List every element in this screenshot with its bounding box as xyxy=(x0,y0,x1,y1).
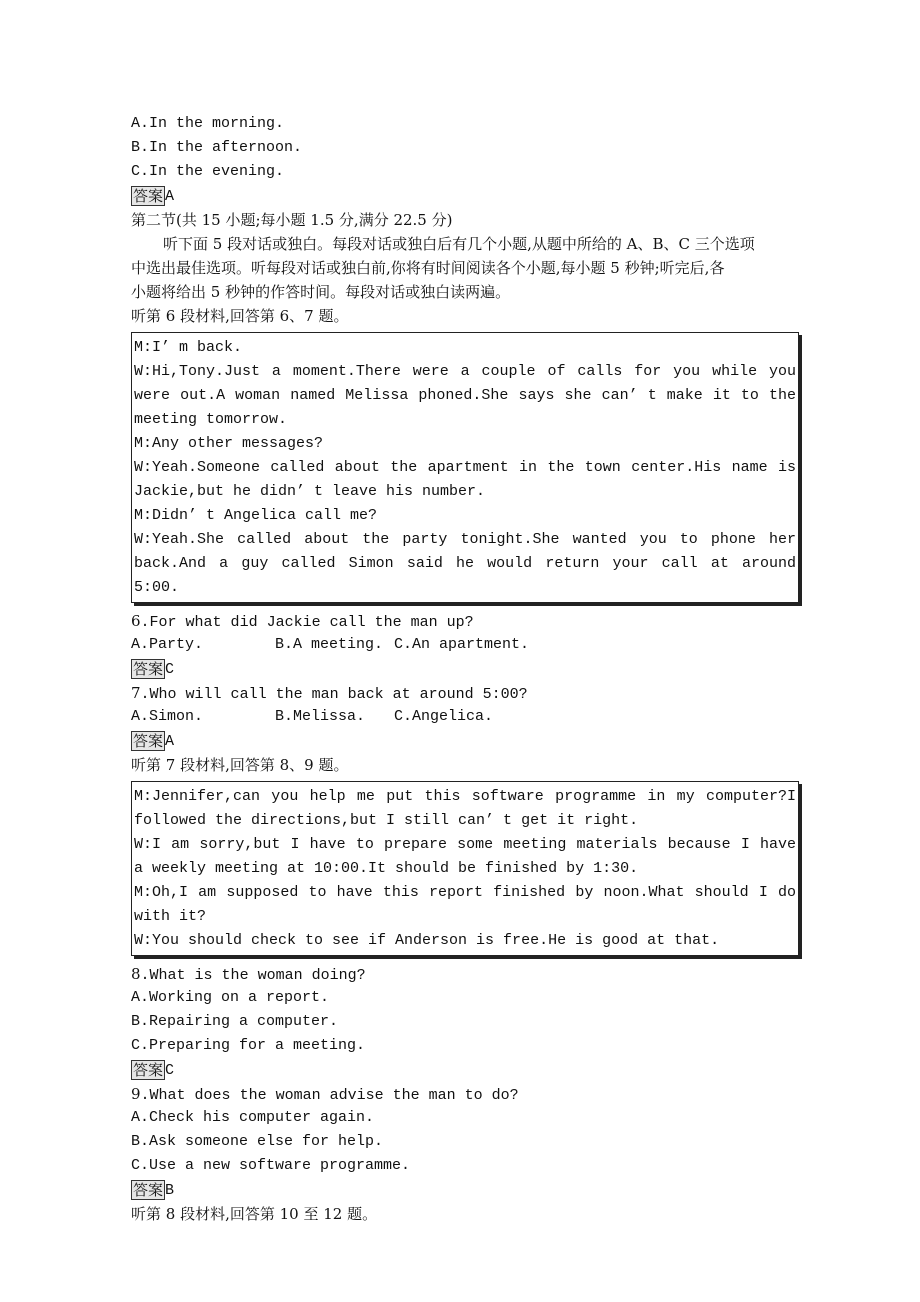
question xyxy=(131,609,799,633)
option: B.In the afternoon. xyxy=(131,139,303,156)
answer-label: 答案 xyxy=(133,1181,164,1199)
exam-page xyxy=(131,112,799,1226)
options-row xyxy=(131,633,799,657)
question-text: .What does the woman advise the man to do? xyxy=(140,1087,519,1104)
option: A.Working on a report. xyxy=(131,989,330,1006)
transcript-line: W:Yeah.Someone called about the apartment in the town center.His name is Jackie,but he didn’ t leave his number. xyxy=(134,459,796,500)
answer-row xyxy=(131,729,799,753)
question-number: 8 xyxy=(131,965,141,983)
instructions-line: 中选出最佳选项。听每段对话或独白前,你将有时间阅读各个小题,每小题 5 秒钟;听完后,各 xyxy=(131,259,725,277)
material-heading: 听第 8 段材料,回答第 10 至 12 题。 xyxy=(131,1205,378,1223)
option: B.Ask someone else for help. xyxy=(131,1133,384,1150)
material-heading: 听第 6 段材料,回答第 6、7 题。 xyxy=(131,307,349,325)
question-text: .What is the woman doing? xyxy=(140,967,366,984)
answer-row xyxy=(131,184,799,208)
option: A.Party. xyxy=(131,636,204,653)
transcript-line: M:Any other messages? xyxy=(134,435,324,452)
question-number: 6 xyxy=(131,612,141,630)
option: A.Simon. xyxy=(131,708,204,725)
transcript-line: W:Hi,Tony.Just a moment.There were a couple of calls for you while you were out.A woman named Melissa phoned.She says she can’ t make it to the meeting tomorrow. xyxy=(134,363,796,428)
transcript-line: M:Jennifer,can you help me put this software programme in my computer?I followed the directions,but I still can’ t get it right. xyxy=(134,788,796,829)
option: C.In the evening. xyxy=(131,163,285,180)
transcript-line: W:You should check to see if Anderson is free.He is good at that. xyxy=(134,932,720,949)
options-row xyxy=(131,705,799,729)
material-heading: 听第 7 段材料,回答第 8、9 题。 xyxy=(131,756,349,774)
answer-label: 答案 xyxy=(133,1061,164,1079)
answer-label: 答案 xyxy=(133,660,164,678)
option: A.In the morning. xyxy=(131,115,285,132)
question-text: .For what did Jackie call the man up? xyxy=(140,614,474,631)
transcript-line: W:I am sorry,but I have to prepare some meeting materials because I have a weekly meeting at 10:00.It should be finished by 1:30. xyxy=(134,836,796,877)
transcript-box xyxy=(131,781,799,956)
instructions-line: 小题将给出 5 秒钟的作答时间。每段对话或独白读两遍。 xyxy=(131,283,511,301)
section-title: 第二节(共 15 小题;每小题 1.5 分,满分 22.5 分) xyxy=(131,211,453,229)
option: B.Repairing a computer. xyxy=(131,1013,339,1030)
answer-value: C xyxy=(165,1061,175,1079)
answer-label: 答案 xyxy=(133,187,164,205)
transcript-line: W:Yeah.She called about the party tonight.She wanted you to phone her back.And a guy called Simon said he would return your call at around 5:00. xyxy=(134,531,796,596)
answer-row xyxy=(131,1058,799,1082)
option: B.A meeting. xyxy=(275,636,384,653)
answer-row xyxy=(131,1178,799,1202)
option: C.Preparing for a meeting. xyxy=(131,1037,366,1054)
question xyxy=(131,681,799,705)
question xyxy=(131,962,799,986)
question xyxy=(131,1082,799,1106)
option: A.Check his computer again. xyxy=(131,1109,375,1126)
answer-value: A xyxy=(165,732,175,750)
question-number: 9 xyxy=(131,1085,141,1103)
option: B.Melissa. xyxy=(275,708,366,725)
answer-value: A xyxy=(165,187,175,205)
transcript-line: M:Oh,I am supposed to have this report finished by noon.What should I do with it? xyxy=(134,884,796,925)
answer-label: 答案 xyxy=(133,732,164,750)
option: C.Use a new software programme. xyxy=(131,1157,411,1174)
transcript-box xyxy=(131,332,799,603)
transcript-line: M:I’ m back. xyxy=(134,339,243,356)
question-text: .Who will call the man back at around 5:00? xyxy=(140,686,528,703)
answer-value: C xyxy=(165,660,175,678)
question-number: 7 xyxy=(131,684,141,702)
transcript-line: M:Didn’ t Angelica call me? xyxy=(134,507,378,524)
option: C.An apartment. xyxy=(394,636,530,653)
instructions-line: 听下面 5 段对话或独白。每段对话或独白后有几个小题,从题中所给的 A、B、C 三个选项 xyxy=(163,235,755,253)
answer-row xyxy=(131,657,799,681)
answer-value: B xyxy=(165,1181,175,1199)
option: C.Angelica. xyxy=(394,708,494,725)
